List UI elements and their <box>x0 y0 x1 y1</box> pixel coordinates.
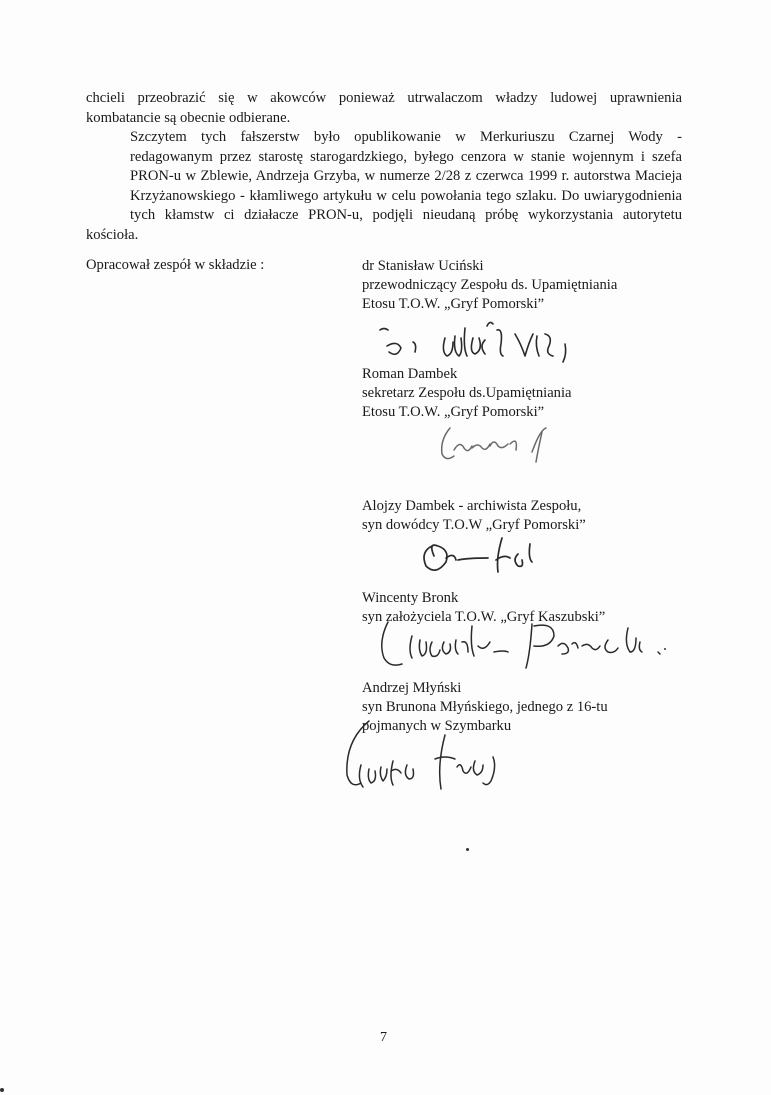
page-number: 7 <box>380 1030 387 1045</box>
signature-1 <box>375 318 595 368</box>
member-role: Etosu T.O.W. „Gryf Pomorski” <box>362 404 545 421</box>
member-role: syn dowódcy T.O.W „Gryf Pomorski” <box>362 517 586 534</box>
scan-speck <box>664 648 666 650</box>
text-line: chcieli przeobrazić się w akowców ponieważ utrwalaczom władzy ludowej uprawnienia <box>86 90 682 106</box>
text-line: PRON-u w Zblewie, Andrzeja Grzyba, w numerze 2/28 z czerwca 1999 r. autorstwa Macieja <box>130 168 682 184</box>
scan-speck <box>466 848 469 851</box>
member-name: Wincenty Bronk <box>362 590 459 606</box>
signature-3 <box>418 530 558 580</box>
paragraph-2 <box>86 128 682 245</box>
team-label: Opracował zespół w składzie : <box>86 257 265 273</box>
team-member-1 <box>362 257 617 315</box>
signature-4 <box>372 612 682 674</box>
text-line: tych kłamstw ci działacze PRON-u, podjęli nieudaną próbę wykorzystania autorytetu kościoła. <box>86 207 682 243</box>
member-role: pojmanych w Szymbarku <box>362 718 512 735</box>
member-name: Andrzej Młyński <box>362 680 462 696</box>
text-line: redagowanym przez starostę starogardzkiego, byłego cenzora w stanie wojennym i szefa <box>130 148 682 165</box>
member-name: Roman Dambek <box>362 366 458 382</box>
member-role: Etosu T.O.W. „Gryf Pomorski” <box>362 296 545 313</box>
member-name: dr Stanisław Uciński <box>362 258 484 274</box>
team-member-2 <box>362 365 572 423</box>
member-role: przewodniczący Zespołu ds. Upamiętniania <box>362 277 618 294</box>
text-line: Krzyżanowskiego - kłamliwego artykułu w celu powołania tego szlaku. Do uwiarygodnienia <box>130 187 682 204</box>
signature-2 <box>432 422 562 472</box>
scan-speck <box>0 1088 4 1092</box>
text-line: kombatancie są obecnie odbierane. <box>86 109 291 126</box>
member-role: sekretarz Zespołu ds.Upamiętniania <box>362 385 572 402</box>
member-name: Alojzy Dambek - archiwista Zespołu, <box>362 498 582 514</box>
paragraph-1 <box>86 89 682 128</box>
signature-5 <box>335 715 515 795</box>
member-role: syn Brunona Młyńskiego, jednego z 16-tu <box>362 699 608 716</box>
text-line: Szczytem tych fałszerstw było opublikowanie w Merkuriuszu Czarnej Wody - <box>130 129 682 145</box>
member-role: syn założyciela T.O.W. „Gryf Kaszubski” <box>362 609 606 626</box>
